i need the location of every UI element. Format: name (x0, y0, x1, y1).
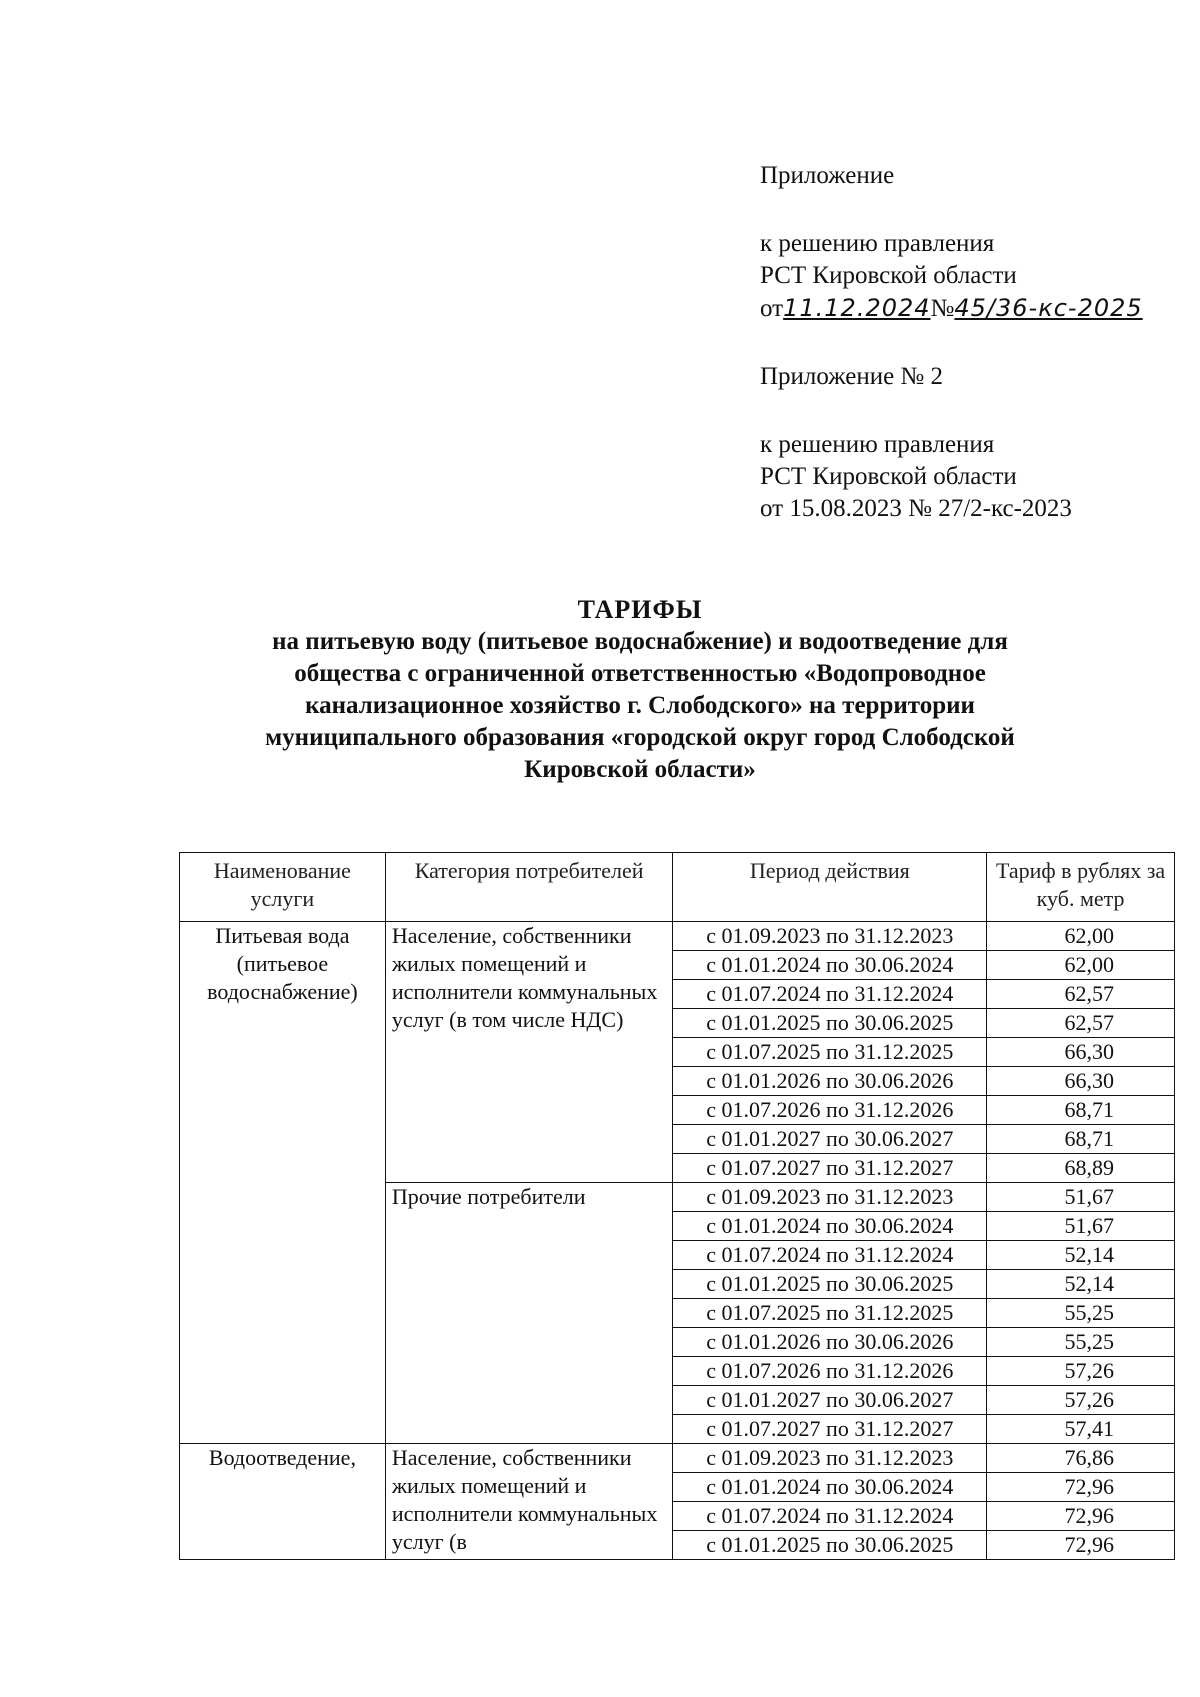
tariff-cell: 52,14 (987, 1270, 1175, 1299)
tariff-cell: 62,00 (987, 951, 1175, 980)
tariff-cell: 72,96 (987, 1502, 1175, 1531)
tariff-cell: 57,26 (987, 1386, 1175, 1415)
tariff-cell: 62,57 (987, 980, 1175, 1009)
category-cell: Население, собственники жилых помещений и исполнители коммунальных услуг (в том числе НДС) (385, 922, 673, 1183)
table-header-row (180, 853, 1175, 922)
tariff-cell: 51,67 (987, 1183, 1175, 1212)
tariff-cell: 72,96 (987, 1531, 1175, 1560)
document-title (200, 594, 1080, 786)
period-cell: с 01.01.2026 по 30.06.2026 (673, 1328, 987, 1357)
title-line-2: общества с ограниченной ответственностью «Водопроводное (294, 660, 986, 687)
from-prefix: от (760, 295, 784, 322)
period-cell: с 01.09.2023 по 31.12.2023 (673, 922, 987, 951)
appendix-label: Приложение (760, 162, 895, 189)
decision-ref-line: к решению правления (760, 230, 995, 257)
title-line-1: на питьевую воду (питьевое водоснабжение) и водоотведение для (272, 628, 1008, 655)
decision-date-line (760, 292, 1180, 325)
decision-reference-2: от 15.08.2023 № 27/2-кс-2023 (760, 495, 1072, 522)
authority-line: РСТ Кировской области (760, 262, 1017, 289)
tariff-cell: 68,71 (987, 1125, 1175, 1154)
period-cell: с 01.01.2025 по 30.06.2025 (673, 1009, 987, 1038)
tariff-cell: 57,41 (987, 1415, 1175, 1444)
period-cell: с 01.09.2023 по 31.12.2023 (673, 1444, 987, 1473)
tariff-cell: 62,00 (987, 922, 1175, 951)
appendix-2-label: Приложение № 2 (760, 363, 944, 390)
period-cell: с 01.09.2023 по 31.12.2023 (673, 1183, 987, 1212)
service-name-cell: Питьевая вода (питьевое водоснабжение) (180, 922, 386, 1444)
table-row (180, 922, 1175, 951)
period-cell: с 01.07.2026 по 31.12.2026 (673, 1357, 987, 1386)
tariff-cell: 55,25 (987, 1299, 1175, 1328)
tariff-cell: 62,57 (987, 1009, 1175, 1038)
tariff-cell: 72,96 (987, 1473, 1175, 1502)
title-line-5: Кировской области» (524, 756, 756, 783)
handwritten-number: 45/36-кс-2025 (954, 294, 1143, 322)
service-name-cell: Водоотведение, (180, 1444, 386, 1560)
period-cell: с 01.07.2026 по 31.12.2026 (673, 1096, 987, 1125)
header-tariff: Тариф в рублях за куб. метр (987, 853, 1175, 922)
tariff-cell: 57,26 (987, 1357, 1175, 1386)
tariff-cell: 68,71 (987, 1096, 1175, 1125)
period-cell: с 01.07.2024 по 31.12.2024 (673, 1502, 987, 1531)
period-cell: с 01.07.2024 по 31.12.2024 (673, 1241, 987, 1270)
period-cell: с 01.07.2025 по 31.12.2025 (673, 1299, 987, 1328)
period-cell: с 01.01.2024 по 30.06.2024 (673, 1212, 987, 1241)
category-cell: Население, собственники жилых помещений и исполнители коммунальных услуг (в (385, 1444, 673, 1560)
tariff-cell: 55,25 (987, 1328, 1175, 1357)
tariff-cell: 51,67 (987, 1212, 1175, 1241)
period-cell: с 01.01.2027 по 30.06.2027 (673, 1125, 987, 1154)
tariff-cell: 52,14 (987, 1241, 1175, 1270)
tariff-cell: 66,30 (987, 1038, 1175, 1067)
title-main: ТАРИФЫ (577, 595, 703, 624)
header-period: Период действия (673, 853, 987, 922)
tariff-table-body (180, 922, 1175, 1560)
authority-line-2: РСТ Кировской области (760, 463, 1017, 490)
decision-ref-line-2: к решению правления (760, 431, 995, 458)
period-cell: с 01.01.2025 по 30.06.2025 (673, 1531, 987, 1560)
title-line-4: муниципального образования «городской округ город Слободской (265, 724, 1015, 751)
tariff-table-container (179, 852, 1175, 1560)
table-row (180, 1444, 1175, 1473)
category-cell: Прочие потребители (385, 1183, 673, 1444)
period-cell: с 01.01.2026 по 30.06.2026 (673, 1067, 987, 1096)
period-cell: с 01.01.2024 по 30.06.2024 (673, 951, 987, 980)
tariff-cell: 76,86 (987, 1444, 1175, 1473)
period-cell: с 01.01.2027 по 30.06.2027 (673, 1386, 987, 1415)
number-prefix: № (930, 295, 955, 322)
period-cell: с 01.07.2024 по 31.12.2024 (673, 980, 987, 1009)
title-line-3: канализационное хозяйство г. Слободского» на территории (305, 692, 975, 719)
period-cell: с 01.07.2027 по 31.12.2027 (673, 1154, 987, 1183)
period-cell: с 01.07.2025 по 31.12.2025 (673, 1038, 987, 1067)
period-cell: с 01.01.2024 по 30.06.2024 (673, 1473, 987, 1502)
tariff-cell: 66,30 (987, 1067, 1175, 1096)
header-service: Наименование услуги (180, 853, 386, 922)
tariff-table (179, 852, 1175, 1560)
handwritten-date: 11.12.2024 (783, 294, 931, 322)
period-cell: с 01.07.2027 по 31.12.2027 (673, 1415, 987, 1444)
header-category: Категория потребителей (385, 853, 673, 922)
period-cell: с 01.01.2025 по 30.06.2025 (673, 1270, 987, 1299)
tariff-cell: 68,89 (987, 1154, 1175, 1183)
appendix-header (760, 160, 1180, 525)
